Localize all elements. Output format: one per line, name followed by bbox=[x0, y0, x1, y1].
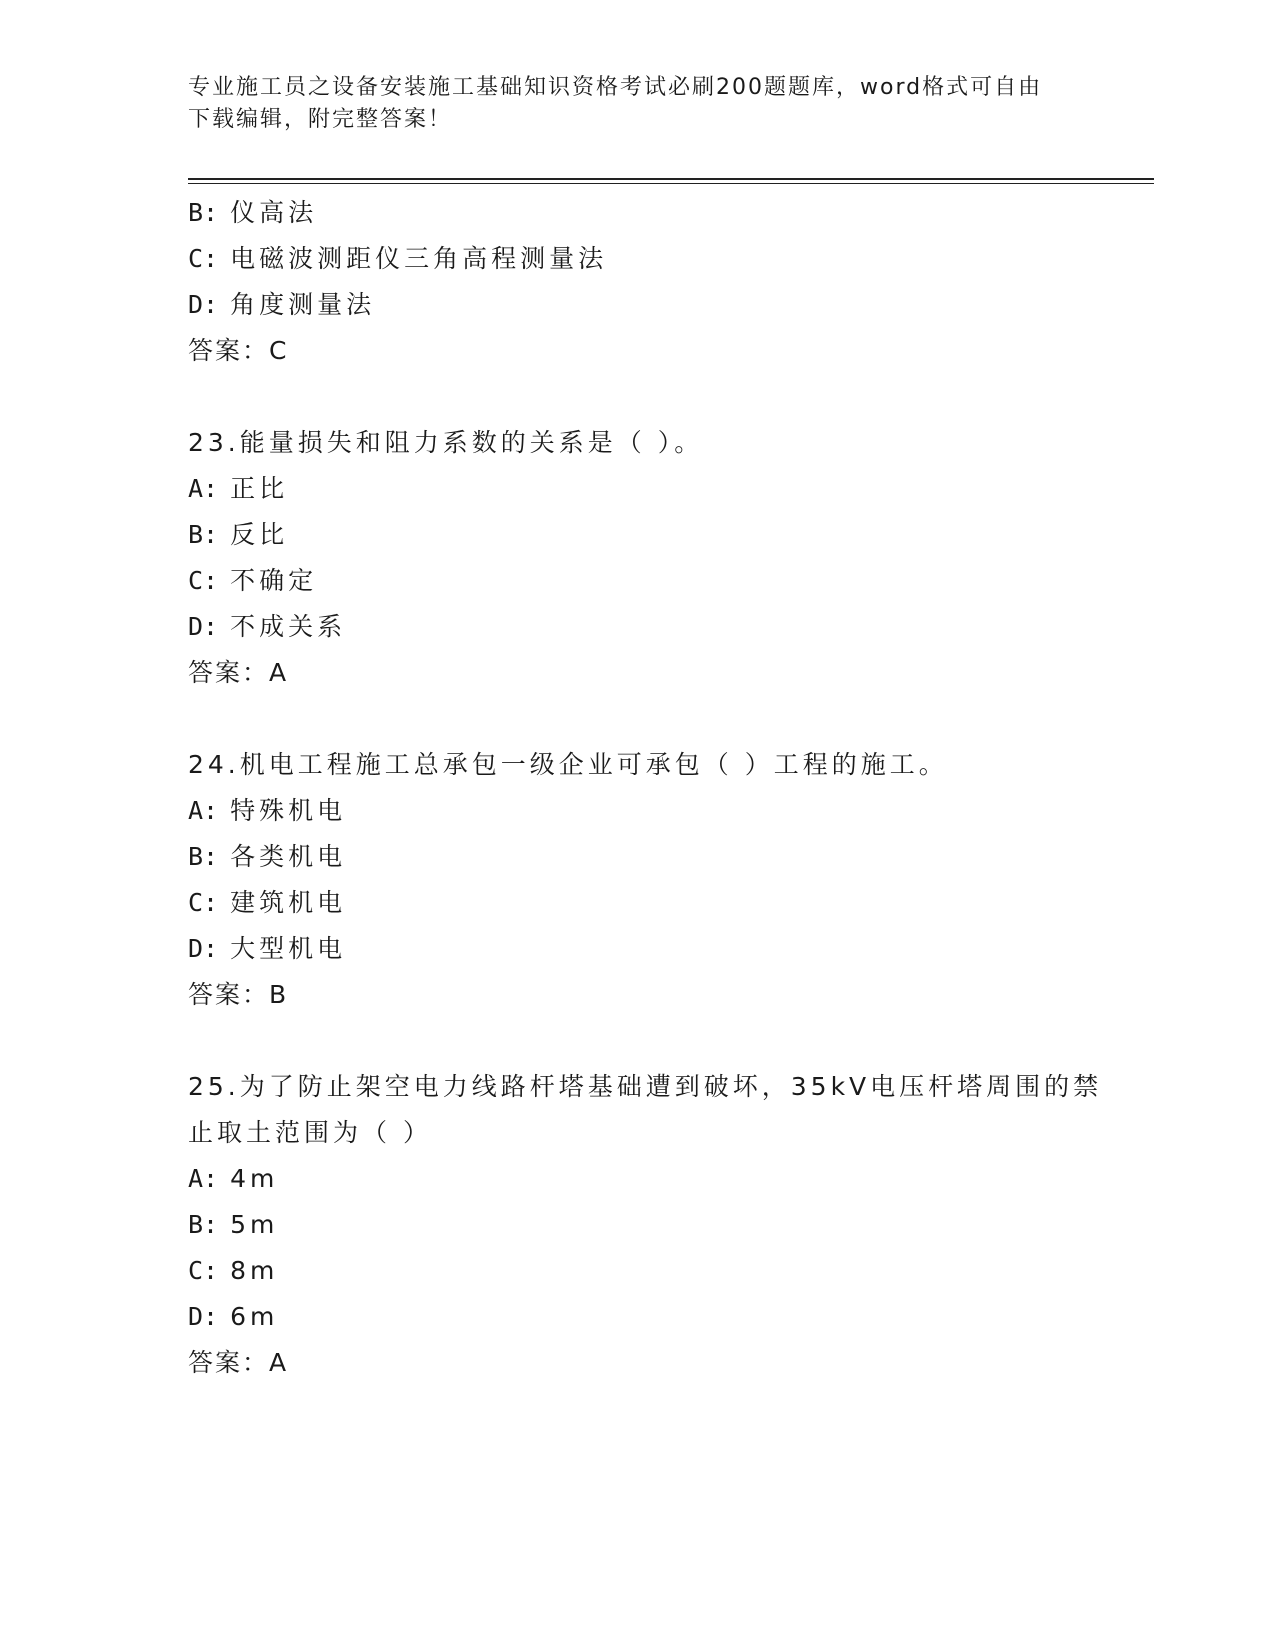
question-list bbox=[188, 190, 1138, 1386]
option-text: 4m bbox=[230, 1164, 279, 1193]
option-letter: D: bbox=[188, 934, 219, 963]
option-a bbox=[188, 466, 1138, 512]
option-letter: B: bbox=[188, 520, 219, 549]
header-rule-thin bbox=[188, 183, 1154, 184]
option-text: 各类机电 bbox=[230, 842, 347, 871]
option-text: 大型机电 bbox=[230, 934, 347, 963]
option-letter: A: bbox=[188, 796, 219, 825]
question-text: 24.机电工程施工总承包一级企业可承包（ ）工程的施工。 bbox=[188, 750, 948, 779]
option-d bbox=[188, 926, 1138, 972]
option-text: 正比 bbox=[230, 474, 289, 503]
option-text: 电磁波测距仪三角高程测量法 bbox=[230, 244, 608, 273]
answer-line: 答案：A bbox=[188, 658, 289, 687]
answer-line: 答案：C bbox=[188, 336, 289, 365]
option-d bbox=[188, 282, 1138, 328]
answer-line: 答案：A bbox=[188, 1348, 289, 1377]
option-b bbox=[188, 834, 1138, 880]
option-letter: D: bbox=[188, 1302, 219, 1331]
option-c bbox=[188, 236, 1138, 282]
option-letter: B: bbox=[188, 198, 219, 227]
option-letter: B: bbox=[188, 1210, 219, 1239]
question-23 bbox=[188, 420, 1138, 696]
question-text: 23.能量损失和阻力系数的关系是（ ）。 bbox=[188, 428, 704, 457]
option-b bbox=[188, 512, 1138, 558]
option-c bbox=[188, 880, 1138, 926]
option-text: 不确定 bbox=[230, 566, 318, 595]
option-letter: D: bbox=[188, 612, 219, 641]
option-letter: C: bbox=[188, 1256, 219, 1285]
header-line-1: 专业施工员之设备安装施工基础知识资格考试必刷200题题库，word格式可自由 bbox=[188, 75, 1043, 100]
option-text: 反比 bbox=[230, 520, 289, 549]
option-text: 特殊机电 bbox=[230, 796, 347, 825]
header-line-2: 下载编辑，附完整答案！ bbox=[188, 107, 453, 132]
question-text-line-2: 止取土范围为（ ） bbox=[188, 1118, 432, 1147]
option-letter: C: bbox=[188, 566, 219, 595]
option-letter: C: bbox=[188, 888, 219, 917]
option-letter: A: bbox=[188, 474, 219, 503]
option-b bbox=[188, 190, 1138, 236]
question-text-line-1: 25.为了防止架空电力线路杆塔基础遭到破坏，35kV电压杆塔周围的禁 bbox=[188, 1072, 1103, 1101]
header-rule-thick bbox=[188, 178, 1154, 180]
question-24 bbox=[188, 742, 1138, 1018]
option-letter: D: bbox=[188, 290, 219, 319]
option-a bbox=[188, 788, 1138, 834]
document-header bbox=[188, 72, 1088, 136]
option-letter: A: bbox=[188, 1164, 219, 1193]
option-d bbox=[188, 604, 1138, 650]
option-letter: B: bbox=[188, 842, 219, 871]
answer-line: 答案：B bbox=[188, 980, 289, 1009]
option-d bbox=[188, 1294, 1138, 1340]
option-c bbox=[188, 1248, 1138, 1294]
option-text: 不成关系 bbox=[230, 612, 347, 641]
option-b bbox=[188, 1202, 1138, 1248]
option-text: 8m bbox=[230, 1256, 279, 1285]
option-text: 角度测量法 bbox=[230, 290, 376, 319]
option-letter: C: bbox=[188, 244, 219, 273]
option-text: 建筑机电 bbox=[230, 888, 347, 917]
option-text: 仪高法 bbox=[230, 198, 318, 227]
option-text: 5m bbox=[230, 1210, 279, 1239]
question-25 bbox=[188, 1064, 1138, 1386]
option-text: 6m bbox=[230, 1302, 279, 1331]
option-a bbox=[188, 1156, 1138, 1202]
option-c bbox=[188, 558, 1138, 604]
question-22-continued bbox=[188, 190, 1138, 374]
